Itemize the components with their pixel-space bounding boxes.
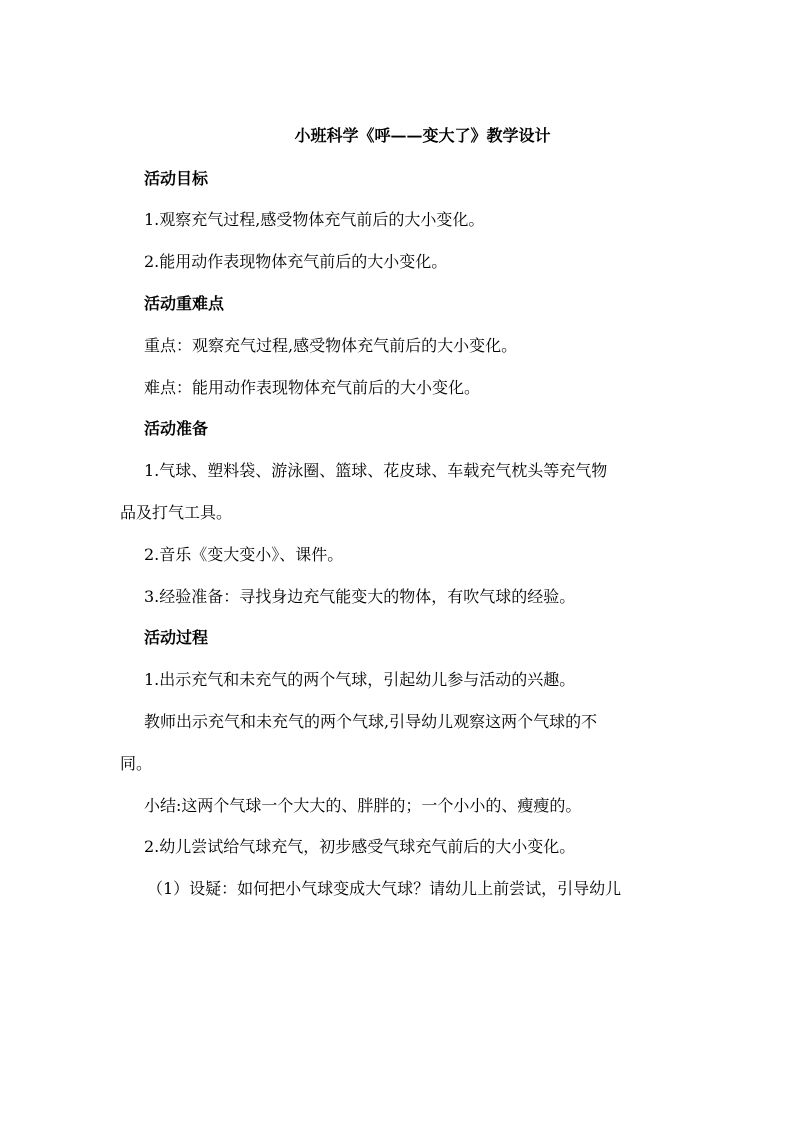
paragraph: 重点：观察充气过程,感受物体充气前后的大小变化。 <box>144 336 518 355</box>
paragraph: 1.出示充气和未充气的两个气球，引起幼儿参与活动的兴趣。 <box>144 670 576 689</box>
section-heading-key-points: 活动重难点 <box>144 294 225 313</box>
paragraph: 小结:这两个气球一个大大的、胖胖的；一个小小的、瘦瘦的。 <box>144 796 582 815</box>
paragraph: 难点：能用动作表现物体充气前后的大小变化。 <box>144 378 481 397</box>
paragraph: 2.幼儿尝试给气球充气，初步感受气球充气前后的大小变化。 <box>144 837 576 856</box>
document-title: 小班科学《呼——变大了》教学设计 <box>294 126 551 145</box>
paragraph-continuation: 同。 <box>120 754 153 773</box>
paragraph: 2.音乐《变大变小》、课件。 <box>144 545 344 564</box>
section-heading-preparation: 活动准备 <box>144 419 209 438</box>
paragraph: 2.能用动作表现物体充气前后的大小变化。 <box>144 252 448 271</box>
paragraph: 教师出示充气和未充气的两个气球,引导幼儿观察这两个气球的不 <box>144 712 598 731</box>
paragraph: 3.经验准备：寻找身边充气能变大的物体，有吹气球的经验。 <box>144 587 576 606</box>
paragraph: （1）设疑：如何把小气球变成大气球？请幼儿上前尝试，引导幼儿 <box>147 879 622 898</box>
section-heading-process: 活动过程 <box>144 628 209 647</box>
paragraph-continuation: 品及打气工具。 <box>120 503 233 522</box>
paragraph: 1.观察充气过程,感受物体充气前后的大小变化。 <box>144 210 485 229</box>
paragraph: 1.气球、塑料袋、游泳圈、篮球、花皮球、车载充气枕头等充气物 <box>144 461 608 480</box>
section-heading-objectives: 活动目标 <box>144 169 209 188</box>
